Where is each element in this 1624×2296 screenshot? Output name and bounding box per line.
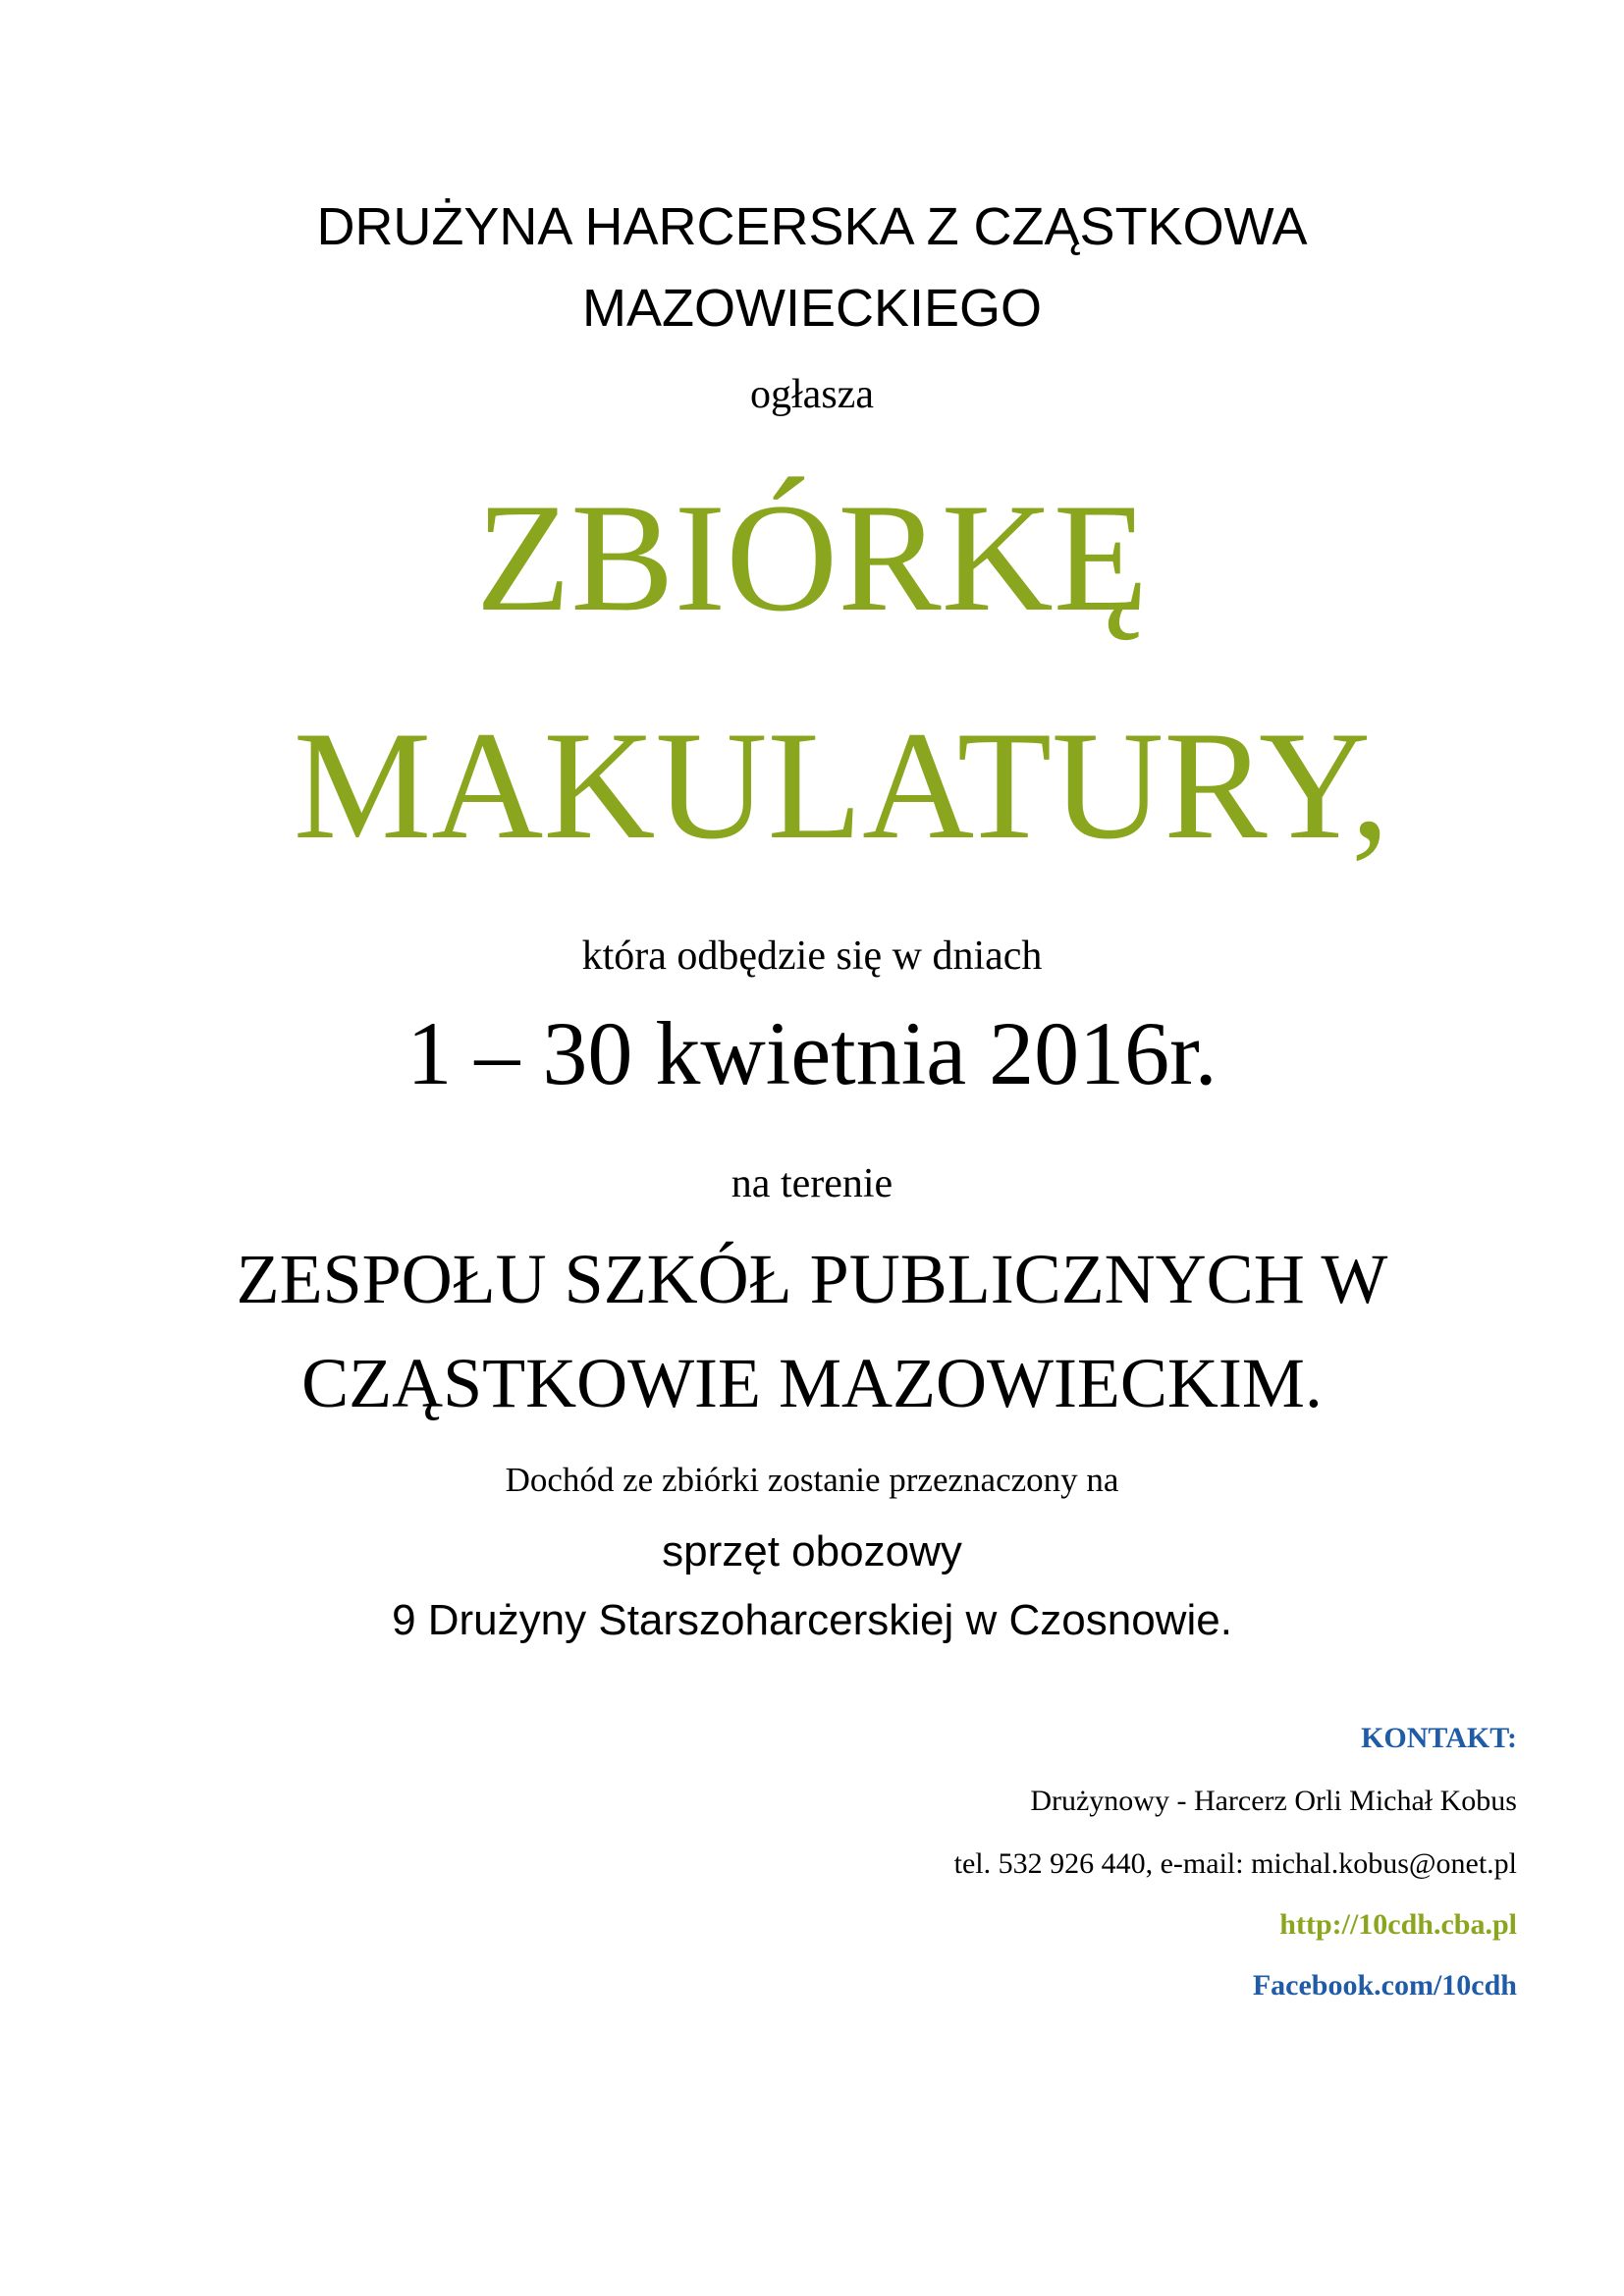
- organization-name-line1: DRUŻYNA HARCERSKA Z CZĄSTKOWA: [316, 197, 1308, 256]
- contact-facebook-link[interactable]: Facebook.com/10cdh: [1252, 1969, 1517, 2002]
- announces-text: ogłasza: [750, 372, 874, 417]
- organization-name-line2: MAZOWIECKIEGO: [581, 279, 1043, 338]
- event-place-line1: ZESPOŁU SZKÓŁ PUBLICZNYCH W: [236, 1240, 1388, 1318]
- contact-website-link[interactable]: http://10cdh.cba.pl: [1279, 1908, 1517, 1941]
- contact-heading: KONTAKT:: [1361, 1722, 1517, 1754]
- proceeds-intro: Dochód ze zbiórki zostanie przeznaczony na: [505, 1461, 1119, 1499]
- event-when-intro: która odbędzie się w dniach: [581, 934, 1043, 979]
- event-where-intro: na terenie: [731, 1161, 893, 1206]
- event-place-line2: CZĄSTKOWIE MAZOWIECKIM.: [301, 1344, 1323, 1422]
- contact-person: Drużynowy - Harcerz Orli Michał Kobus: [1030, 1785, 1517, 1817]
- purpose-line2: 9 Drużyny Starszoharcerskiej w Czosnowie.: [392, 1596, 1232, 1644]
- title-line1: ZBIÓRKĘ: [475, 472, 1149, 644]
- event-date: 1 – 30 kwietnia 2016r.: [406, 1003, 1218, 1103]
- contact-phone-email: tel. 532 926 440, e-mail: michal.kobus@onet.pl: [953, 1847, 1517, 1880]
- purpose-line1: sprzęt obozowy: [662, 1527, 962, 1575]
- title-line2: MAKULATURY,: [293, 700, 1390, 872]
